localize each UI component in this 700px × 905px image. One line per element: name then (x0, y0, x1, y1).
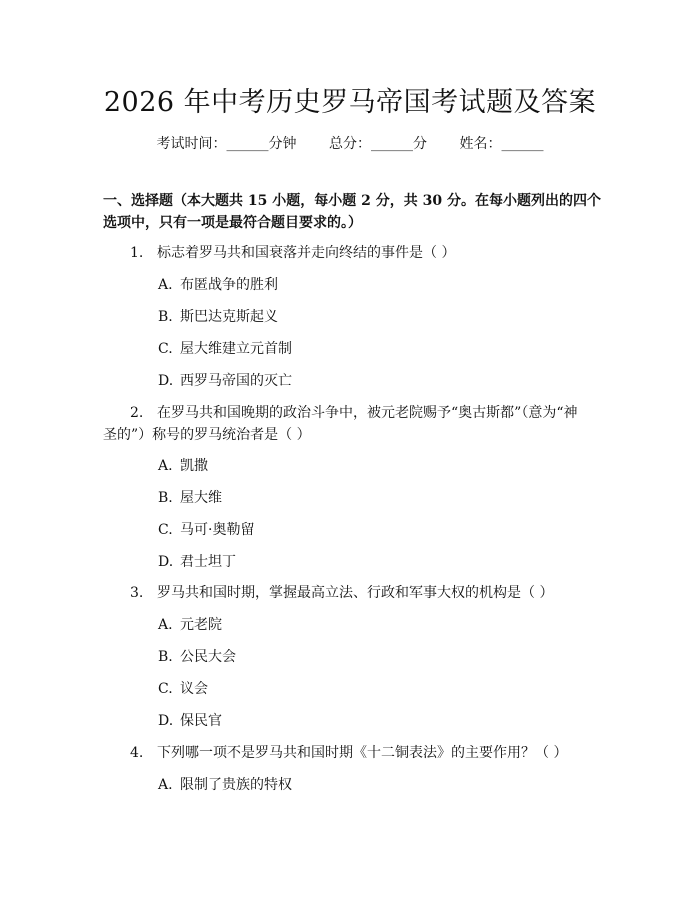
option-text: 西罗马帝国的灭亡 (180, 373, 292, 389)
option-c (158, 678, 208, 700)
option-text: 屋大维建立元首制 (180, 341, 292, 357)
option-b (158, 306, 278, 328)
exam-meta-line (0, 133, 700, 153)
option-c (158, 519, 254, 541)
option-text: 君士坦丁 (180, 554, 236, 570)
name-field: 姓名：______ (459, 136, 544, 152)
option-c (158, 338, 292, 360)
option-d (158, 370, 292, 392)
option-d (158, 710, 222, 732)
option-text: 限制了贵族的特权 (180, 777, 292, 793)
question-stem-line1: 在罗马共和国晚期的政治斗争中，被元老院赐予“奥古斯都”（意为“神 (157, 405, 578, 421)
question-stem: 标志着罗马共和国衰落并走向终结的事件是（ ） (157, 245, 456, 261)
option-letter: D. (158, 713, 174, 729)
option-text: 屋大维 (180, 490, 222, 506)
option-letter: A. (158, 617, 173, 633)
question-2 (130, 402, 577, 424)
total-score-field: 总分：______分 (329, 136, 427, 152)
option-text: 保民官 (180, 713, 222, 729)
option-letter: C. (158, 681, 173, 697)
question-number: 1. (130, 245, 144, 261)
option-text: 议会 (180, 681, 208, 697)
question-stem: 罗马共和国时期，掌握最高立法、行政和军事大权的机构是（ ） (157, 585, 554, 601)
section-heading: 一、选择题（本大题共 15 小题，每小题 2 分，共 30 分。在每小题列出的四个选项中，只有一项是最符合题目要求的。） (103, 193, 601, 231)
question-2-continuation (103, 424, 311, 446)
question-3 (130, 582, 553, 604)
exam-title: 2026 年中考历史罗马帝国考试题及答案 (103, 87, 597, 118)
question-number: 3. (130, 585, 144, 601)
option-letter: C. (158, 522, 173, 538)
option-text: 凯撒 (180, 458, 208, 474)
option-letter: D. (158, 373, 174, 389)
question-4 (130, 742, 567, 764)
option-letter: A. (158, 777, 173, 793)
option-a (158, 774, 292, 796)
option-text: 公民大会 (180, 649, 236, 665)
question-number: 2. (130, 405, 144, 421)
option-b (158, 487, 222, 509)
option-a (158, 614, 222, 636)
question-stem: 下列哪一项不是罗马共和国时期《十二铜表法》的主要作用？（ ） (157, 745, 568, 761)
option-text: 斯巴达克斯起义 (180, 309, 278, 325)
option-letter: D. (158, 554, 174, 570)
option-letter: A. (158, 458, 173, 474)
question-number: 4. (130, 745, 144, 761)
option-text: 布匿战争的胜利 (180, 277, 278, 293)
option-letter: B. (158, 309, 173, 325)
option-b (158, 646, 236, 668)
question-1 (130, 242, 455, 264)
option-letter: A. (158, 277, 173, 293)
exam-time-field: 考试时间：______分钟 (156, 136, 297, 152)
option-a (158, 274, 278, 296)
question-stem-line2: 圣的”）称号的罗马统治者是（ ） (103, 427, 311, 443)
option-letter: C. (158, 341, 173, 357)
option-text: 马可·奥勒留 (180, 522, 255, 538)
option-text: 元老院 (180, 617, 222, 633)
option-a (158, 455, 208, 477)
option-letter: B. (158, 649, 173, 665)
option-d (158, 551, 236, 573)
option-letter: B. (158, 490, 173, 506)
